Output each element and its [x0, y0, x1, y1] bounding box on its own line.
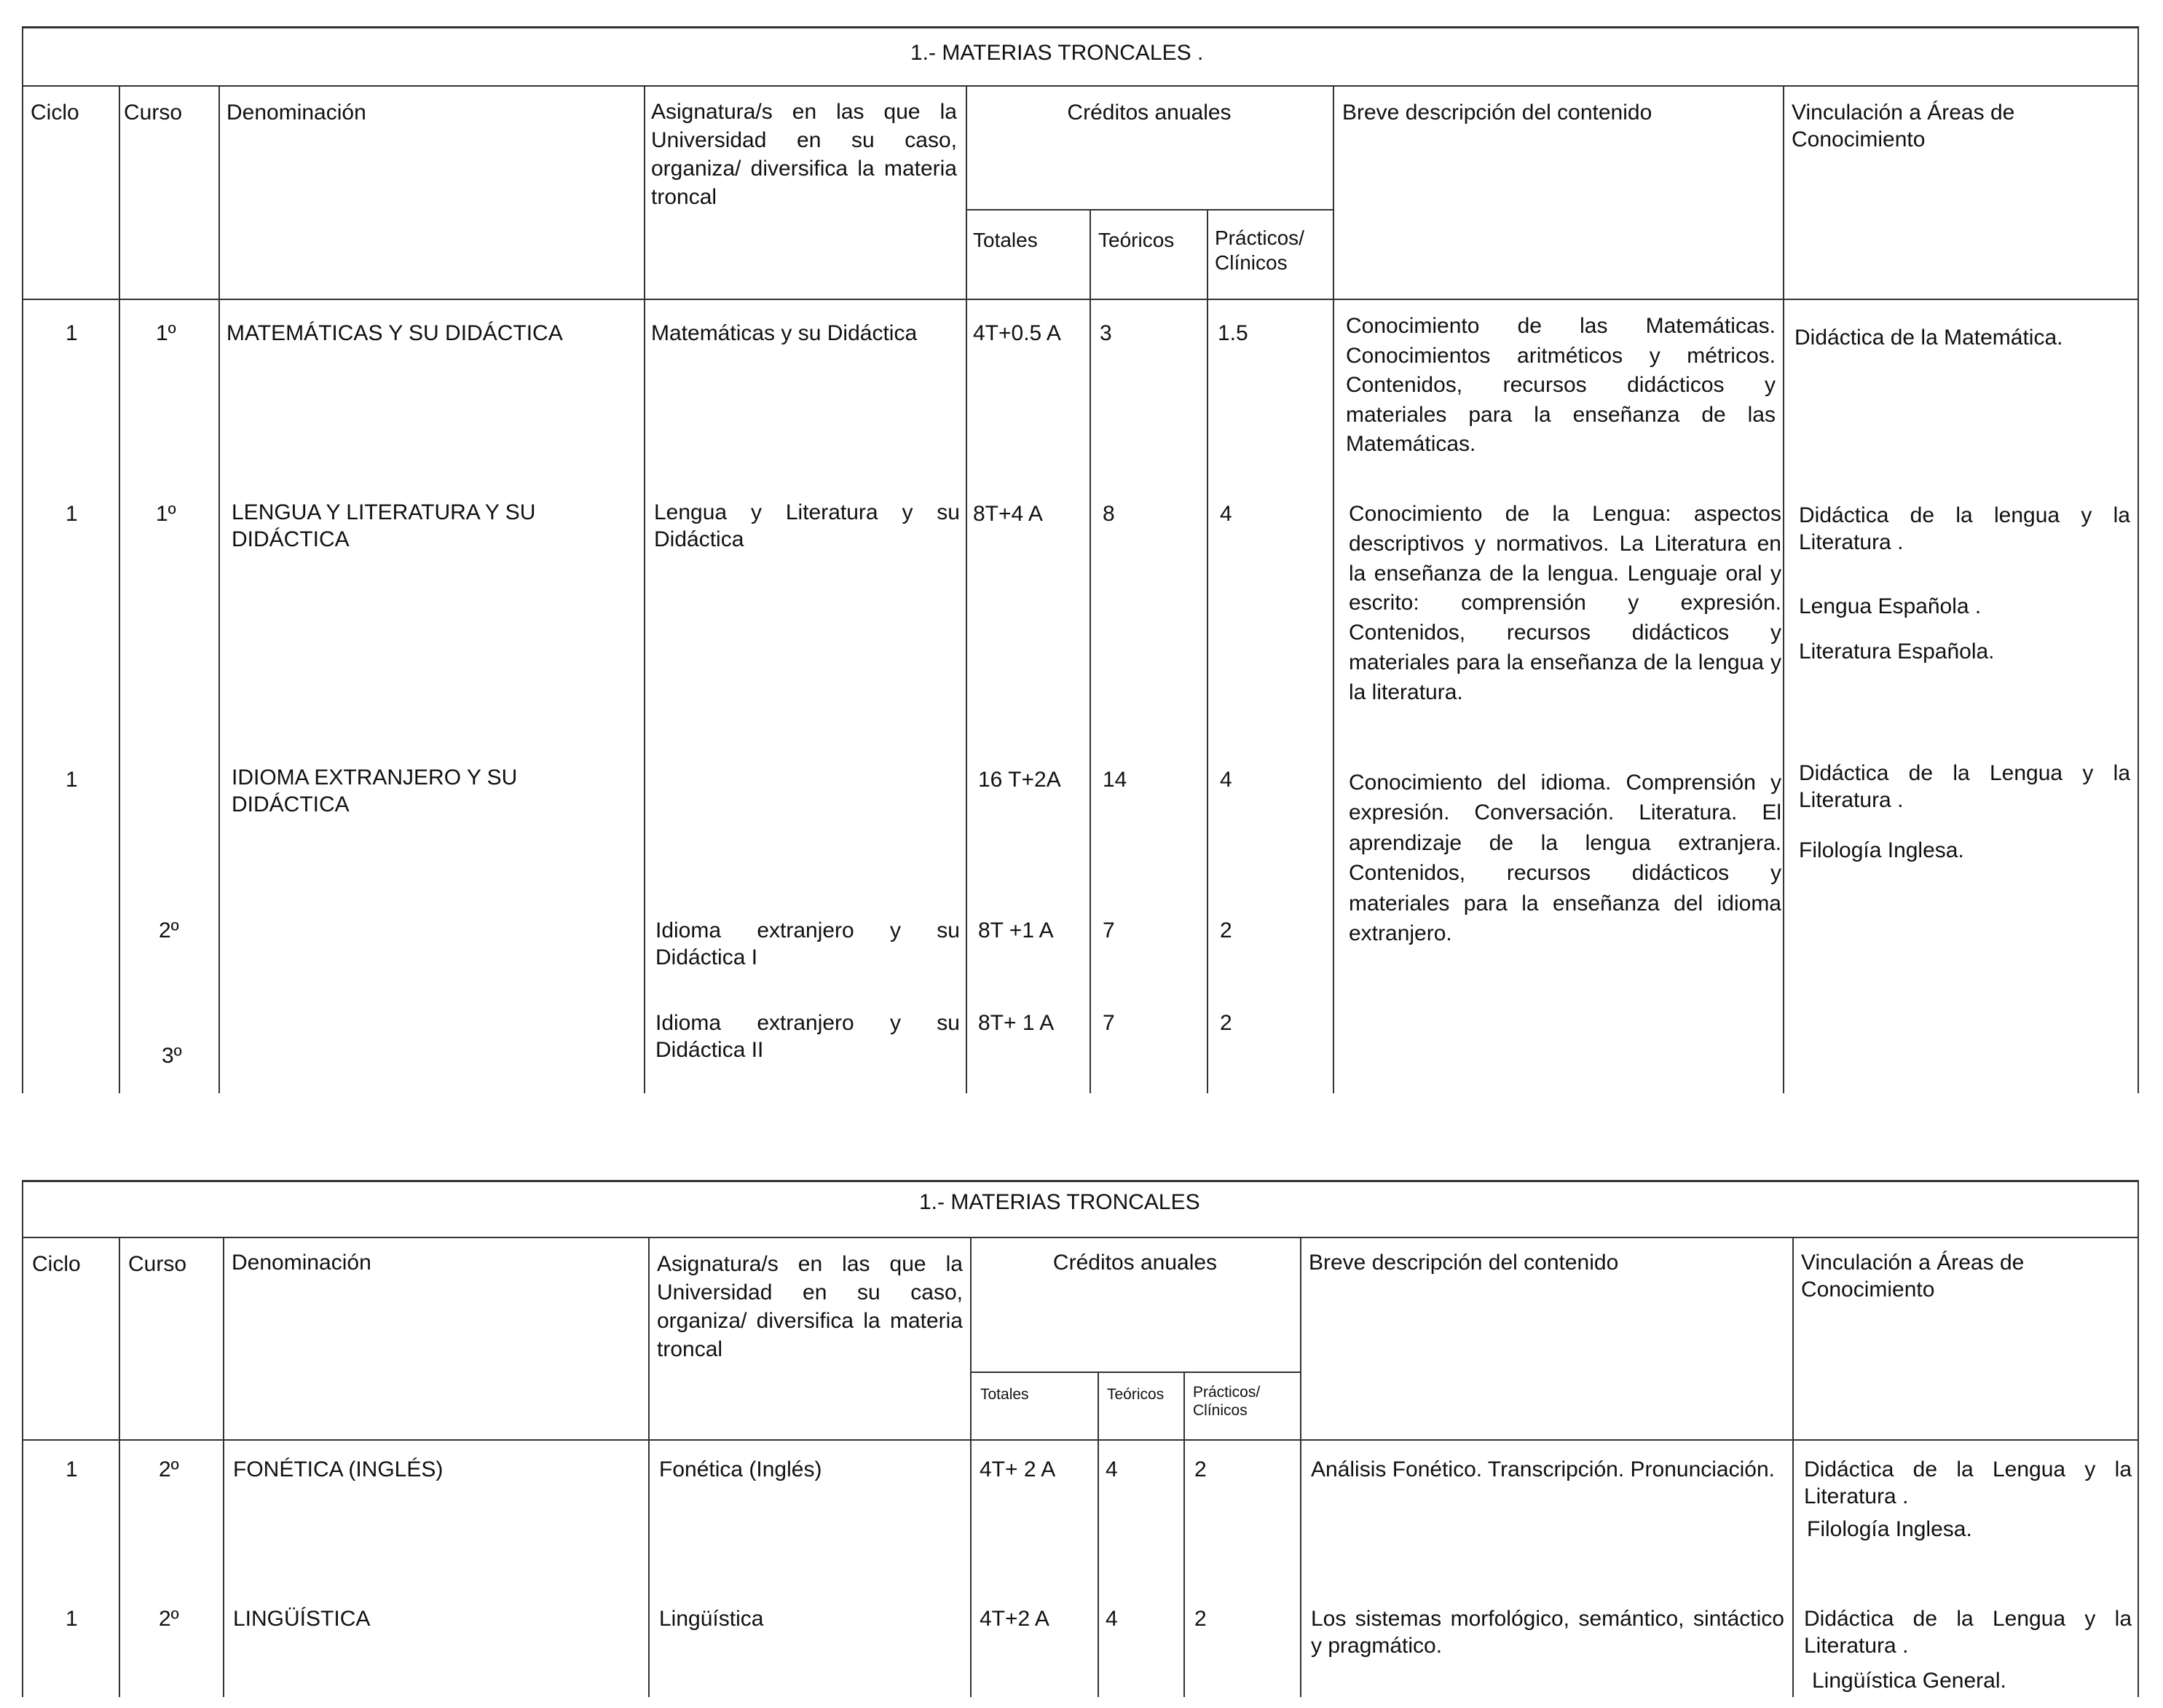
cell-asignatura: Idioma extranjero y su Didáctica I — [655, 918, 960, 969]
cell-practicos: 2 — [1194, 1457, 1207, 1481]
table-2-col-divider — [970, 1237, 972, 1697]
cell-denominacion: MATEMÁTICAS Y SU DIDÁCTICA — [226, 321, 563, 345]
table-2-credits-subdivider — [970, 1371, 1300, 1373]
table-1-header-divider — [22, 299, 2138, 300]
header-denominacion: Denominación — [232, 1251, 371, 1275]
cell-descripcion: Análisis Fonético. Transcripción. Pronunciación. — [1311, 1457, 1775, 1481]
header-curso: Curso — [128, 1252, 187, 1276]
cell-teoricos: 8 — [1103, 502, 1115, 526]
table-1-col-divider — [1207, 209, 1208, 1093]
cell-curso: 2º — [159, 918, 179, 942]
header-asignatura: Asignatura/s en las que la Universidad en su caso, organiza/ diversifica la materia troncal — [651, 100, 957, 209]
cell-totales: 8T +1 A — [978, 918, 1054, 942]
cell-totales: 8T+ 1 A — [978, 1011, 1055, 1035]
table-1-right-border — [2138, 26, 2139, 1093]
header-vinculacion: Vinculación a Áreas de Conocimiento — [1801, 1251, 2025, 1302]
header-creditos-anuales: Créditos anuales — [1067, 101, 1232, 125]
table-2-left-border — [22, 1180, 23, 1697]
table-1-col-divider — [966, 85, 967, 1093]
header-curso: Curso — [124, 101, 183, 125]
table-2-col-divider — [1792, 1237, 1794, 1697]
table-1-col-divider — [1333, 85, 1334, 1093]
cell-area: Didáctica de la Lengua y la Literatura . — [1804, 1607, 2132, 1658]
header-vinculacion: Vinculación a Áreas de Conocimiento — [1792, 101, 2015, 151]
cell-totales: 4T+ 2 A — [980, 1457, 1056, 1481]
cell-area: Didáctica de la lengua y la Literatura . — [1799, 503, 2130, 554]
table-1-col-divider — [1090, 209, 1091, 1093]
cell-ciclo: 1 — [66, 321, 78, 345]
cell-totales: 4T+2 A — [980, 1607, 1049, 1631]
cell-curso: 2º — [159, 1607, 179, 1631]
cell-descripcion: Conocimiento del idioma. Comprensión y expresión. Conversación. Literatura. El aprendizaje de la lengua extranjera. Contenidos, recursos didácticos y materiales para la enseñanza del idioma extranjero. — [1349, 771, 1781, 945]
cell-denominacion: FONÉTICA (INGLÉS) — [233, 1457, 444, 1481]
header-teoricos: Teóricos — [1098, 229, 1175, 251]
cell-curso: 2º — [159, 1457, 179, 1481]
cell-practicos: 2 — [1220, 918, 1232, 942]
header-totales: Totales — [973, 229, 1038, 251]
header-descripcion: Breve descripción del contenido — [1309, 1251, 1619, 1275]
cell-teoricos: 3 — [1100, 321, 1112, 345]
cell-asignatura: Fonética (Inglés) — [659, 1457, 822, 1481]
table-2-top-border — [22, 1180, 2138, 1182]
table-2-right-border — [2138, 1180, 2139, 1697]
table-2-col-divider — [648, 1237, 650, 1697]
header-practicos: Prácticos/ Clínicos — [1215, 227, 1304, 275]
table-1-col-divider — [119, 85, 120, 1093]
header-practicos: Prácticos/ Clínicos — [1193, 1384, 1261, 1420]
cell-denominacion: LENGUA Y LITERATURA Y SU DIDÁCTICA — [232, 500, 536, 551]
table-1-col-divider — [1783, 85, 1784, 1093]
table-2-col-divider — [1098, 1371, 1099, 1697]
cell-practicos: 4 — [1220, 768, 1232, 792]
cell-asignatura: Lengua y Literatura y su Didáctica — [654, 500, 960, 551]
cell-area: Filología Inglesa. — [1799, 838, 1964, 862]
cell-area: Didáctica de la Lengua y la Literatura . — [1804, 1457, 2132, 1508]
header-ciclo: Ciclo — [31, 101, 79, 125]
header-creditos-anuales: Créditos anuales — [1052, 1251, 1218, 1275]
header-denominacion: Denominación — [226, 101, 366, 125]
cell-descripcion: Los sistemas morfológico, semántico, sintáctico y pragmático. — [1311, 1607, 1784, 1658]
cell-ciclo: 1 — [66, 502, 78, 526]
cell-teoricos: 7 — [1103, 918, 1115, 942]
header-totales: Totales — [980, 1386, 1029, 1403]
cell-teoricos: 4 — [1106, 1607, 1118, 1631]
header-descripcion: Breve descripción del contenido — [1342, 101, 1652, 125]
cell-area: Lengua Española . — [1799, 594, 1982, 618]
header-ciclo: Ciclo — [32, 1252, 81, 1276]
cell-asignatura: Lingüística — [659, 1607, 764, 1631]
table-1-credits-subdivider — [966, 209, 1333, 210]
cell-descripcion: Conocimiento de las Matemáticas. Conocimientos aritméticos y métricos. Contenidos, recursos didácticos y materiales para la enseñanza de las Matemáticas. — [1346, 314, 1776, 456]
header-asignatura: Asignatura/s en las que la Universidad en su caso, organiza/ diversifica la materia troncal — [657, 1252, 963, 1361]
cell-area: Didáctica de la Matemática. — [1794, 326, 2063, 350]
cell-totales: 4T+0.5 A — [973, 321, 1061, 345]
table-1-left-border — [22, 26, 23, 1093]
table-2-title-divider — [22, 1237, 2138, 1238]
cell-totales: 16 T+2A — [978, 768, 1061, 792]
cell-teoricos: 7 — [1103, 1011, 1115, 1035]
cell-practicos: 4 — [1220, 502, 1232, 526]
table-2-title: 1.- MATERIAS TRONCALES — [919, 1190, 1200, 1214]
cell-denominacion: LINGÜÍSTICA — [233, 1607, 371, 1631]
cell-curso: 1º — [156, 502, 176, 526]
cell-descripcion: Conocimiento de la Lengua: aspectos descriptivos y normativos. La Literatura en la enseñanza de la lengua. Lenguaje oral y escrito: comprensión y expresión. Contenidos, recursos didácticos y materiales para la enseñanza de la lengua y la literatura. — [1349, 502, 1781, 704]
cell-area: Didáctica de la Lengua y la Literatura . — [1799, 761, 2130, 812]
cell-ciclo: 1 — [66, 1607, 78, 1631]
cell-teoricos: 4 — [1106, 1457, 1118, 1481]
table-1-title-divider — [22, 85, 2138, 87]
cell-ciclo: 1 — [66, 768, 78, 792]
cell-teoricos: 14 — [1103, 768, 1127, 792]
cell-denominacion: IDIOMA EXTRANJERO Y SU DIDÁCTICA — [232, 766, 518, 816]
cell-practicos: 1.5 — [1218, 321, 1248, 345]
cell-area: Literatura Española. — [1799, 639, 1995, 664]
table-2-header-divider — [22, 1439, 2138, 1441]
cell-curso: 3º — [162, 1044, 182, 1068]
cell-practicos: 2 — [1194, 1607, 1207, 1631]
cell-asignatura: Idioma extranjero y su Didáctica II — [655, 1011, 960, 1062]
cell-area: Filología Inglesa. — [1807, 1517, 1972, 1541]
cell-practicos: 2 — [1220, 1011, 1232, 1035]
header-teoricos: Teóricos — [1107, 1386, 1165, 1403]
cell-asignatura: Matemáticas y su Didáctica — [651, 321, 918, 345]
table-1-title: 1.- MATERIAS TRONCALES . — [910, 41, 1204, 65]
cell-curso: 1º — [156, 321, 176, 345]
table-2-col-divider — [119, 1237, 120, 1697]
table-2-col-divider — [1183, 1371, 1185, 1697]
cell-ciclo: 1 — [66, 1457, 78, 1481]
cell-area: Lingüística General. — [1812, 1669, 2006, 1693]
cell-totales: 8T+4 A — [973, 502, 1043, 526]
table-1-col-divider — [644, 85, 645, 1093]
table-1-top-border — [22, 26, 2138, 28]
table-2-col-divider — [223, 1237, 224, 1697]
table-1-col-divider — [218, 85, 220, 1093]
table-2-col-divider — [1300, 1237, 1301, 1697]
